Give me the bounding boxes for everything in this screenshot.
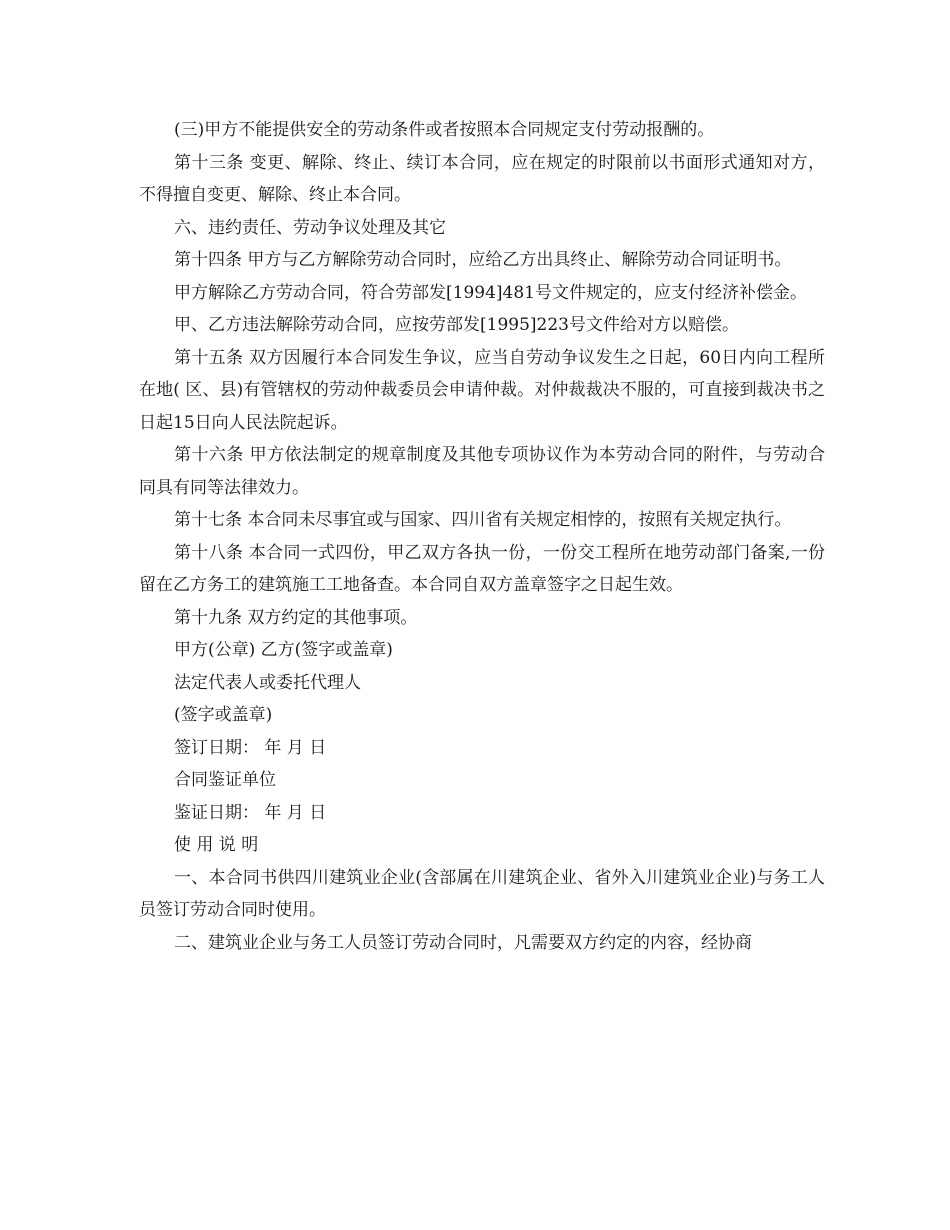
article-13: 第十三条 变更、解除、终止、续订本合同，应在规定的时限前以书面形式通知对方，不得擅自变更、解除、终止本合同。 [139,152,825,205]
instruction-2: 二、建筑业企业与务工人员签订劳动合同时，凡需要双方约定的内容，经协商 [174,932,752,953]
signature-or-seal: (签字或盖章) [174,705,273,725]
section-6-heading: 六、违约责任、劳动争议处理及其它 [174,217,446,238]
indemnity-paragraph: 甲、乙方违法解除劳动合同，应按劳部发[1995]223号文件给对方以赔偿。 [174,315,739,335]
legal-representative: 法定代表人或委托代理人 [174,672,361,693]
verification-date: 鉴证日期： 年 月 日 [174,802,327,823]
signing-date: 签订日期： 年 月 日 [174,737,327,758]
instructions-heading: 使 用 说 明 [174,835,259,855]
article-17: 第十七条 本合同未尽事宜或与国家、四川省有关规定相悖的，按照有关规定执行。 [174,510,792,530]
verification-unit: 合同鉴证单位 [174,770,276,790]
party-signatures: 甲方(公章) 乙方(签字或盖章) [174,640,393,660]
article-16: 第十六条 甲方依法制定的规章制度及其他专项协议作为本劳动合同的附件，与劳动合同具有同等法律效力。 [139,445,825,498]
article-15: 第十五条 双方因履行本合同发生争议，应当自劳动争议发生之日起，60日内向工程所在地( 区、县)有管辖权的劳动仲裁委员会申请仲裁。对仲裁裁决不服的，可直接到裁决书之日起15日向人民法院起诉。 [139,347,825,433]
document-body [139,114,825,959]
article-18: 第十八条 本合同一式四份，甲乙双方各执一份，一份交工程所在地劳动部门备案,一份留在乙方务工的建筑施工工地备查。本合同自双方盖章签字之日起生效。 [139,542,825,595]
instruction-1: 一、本合同书供四川建筑业企业(含部属在川建筑企业、省外入川建筑业企业)与务工人员签订劳动合同时使用。 [139,867,825,920]
article-19: 第十九条 双方约定的其他事项。 [174,607,418,628]
article-14: 第十四条 甲方与乙方解除劳动合同时，应给乙方出具终止、解除劳动合同证明书。 [174,250,792,270]
paragraph-item-3: (三)甲方不能提供安全的劳动条件或者按照本合同规定支付劳动报酬的。 [174,120,715,140]
compensation-paragraph: 甲方解除乙方劳动合同，符合劳部发[1994]481号文件规定的，应支付经济补偿金。 [174,282,807,303]
